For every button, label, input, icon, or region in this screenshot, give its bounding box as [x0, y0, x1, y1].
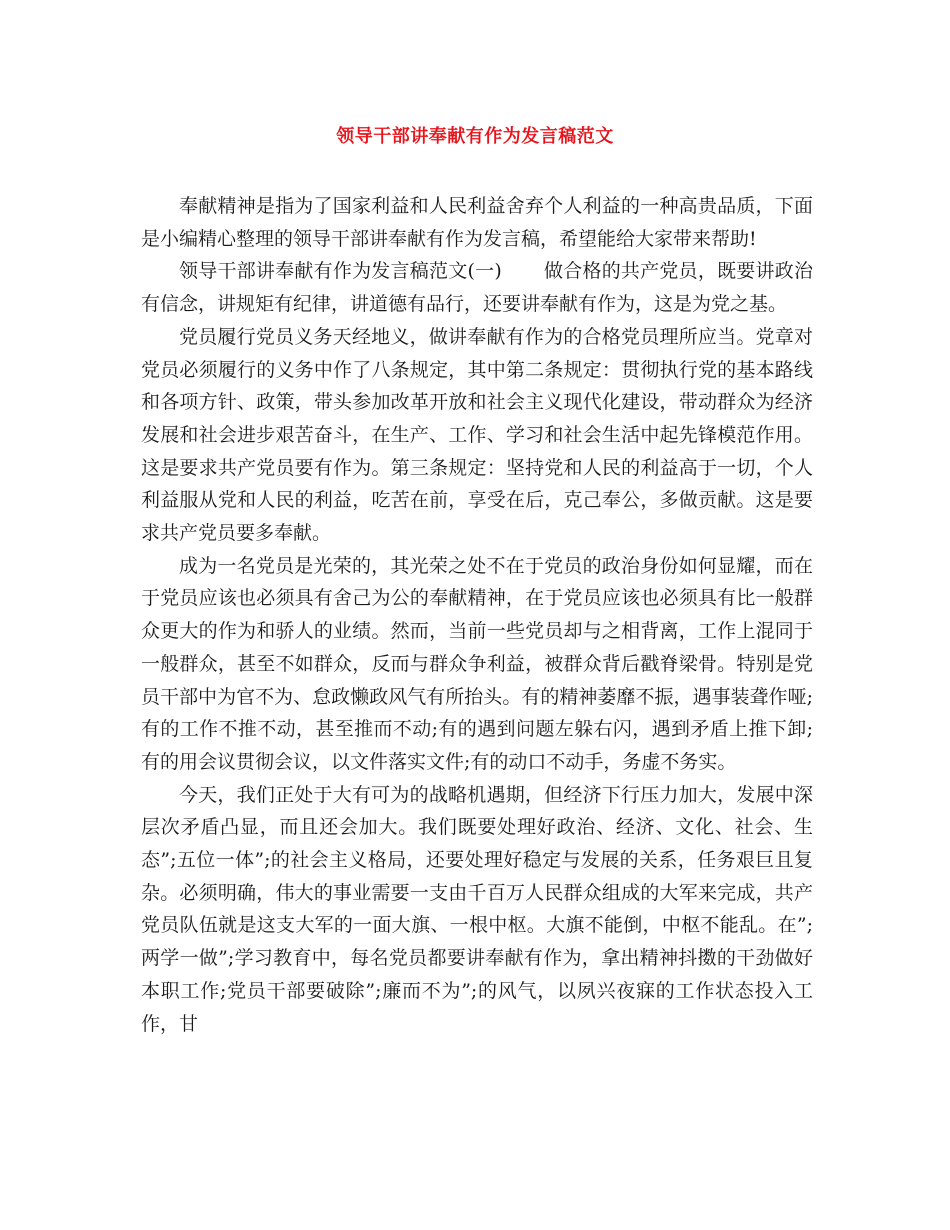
section-intro: 做合格的共产党员，既要讲政治有信念，讲规矩有纪律，讲道德有品行，还要讲奉献有作为，这是为党之基。 — [141, 260, 813, 316]
paragraph-intro: 奉献精神是指为了国家利益和人民利益舍弃个人利益的一种高贵品质，下面是小编精心整理的领导干部讲奉献有作为发言稿，希望能给大家带来帮助! — [141, 195, 813, 250]
document-body — [141, 190, 813, 1040]
paragraph-today: 今天，我们正处于大有可为的战略机遇期，但经济下行压力加大，发展中深层次矛盾凸显，而且还会加大。我们既要处理好政治、经济、文化、社会、生态”;五位一体”;的社会主义格局，还要处理好稳定与发展的关系，任务艰巨且复杂。必须明确，伟大的事业需要一支由千百万人民群众组成的大军来完成，共产党员队伍就是这支大军的一面大旗、一根中枢。大旗不能倒，中枢不能乱。在”;两学一做”;学习教育中，每名党员都要讲奉献有作为，拿出精神抖擞的干劲做好本职工作;党员干部要破除”;廉而不为”;的风气，以夙兴夜寐的工作状态投入工作，甘 — [141, 783, 813, 1035]
document-title: 领导干部讲奉献有作为发言稿范文 — [336, 126, 614, 147]
paragraph-section-one — [141, 255, 813, 320]
section-heading: 领导干部讲奉献有作为发言稿范文(一) — [179, 260, 502, 283]
paragraph-honor: 成为一名党员是光荣的，其光荣之处不在于党员的政治身份如何显耀，而在于党员应该也必须具有舍己为公的奉献精神，在于党员应该也必须具有比一般群众更大的作为和骄人的业绩。然而，当前一些党员却与之相背离，工作上混同于一般群众，甚至不如群众，反而与群众争利益，被群众背后戳脊梁骨。特别是党员干部中为官不为、怠政懒政风气有所抬头。有的精神萎靡不振，遇事装聋作哑;有的工作不推不动，甚至推而不动;有的遇到问题左躲右闪，遇到矛盾上推下卸;有的用会议贯彻会议，以文件落实文件;有的动口不动手，务虚不务实。 — [141, 554, 813, 773]
paragraph-party-duty: 党员履行党员义务天经地义，做讲奉献有作为的合格党员理所应当。党章对党员必须履行的义务中作了八条规定，其中第二条规定：贯彻执行党的基本路线和各项方针、政策，带头参加改革开放和社会主义现代化建设，带动群众为经济发展和社会进步艰苦奋斗，在生产、工作、学习和社会生活中起先锋模范作用。这是要求共产党员要有作为。第三条规定：坚持党和人民的利益高于一切，个人利益服从党和人民的利益，吃苦在前，享受在后，克己奉公，多做贡献。这是要求共产党员要多奉献。 — [141, 325, 813, 545]
